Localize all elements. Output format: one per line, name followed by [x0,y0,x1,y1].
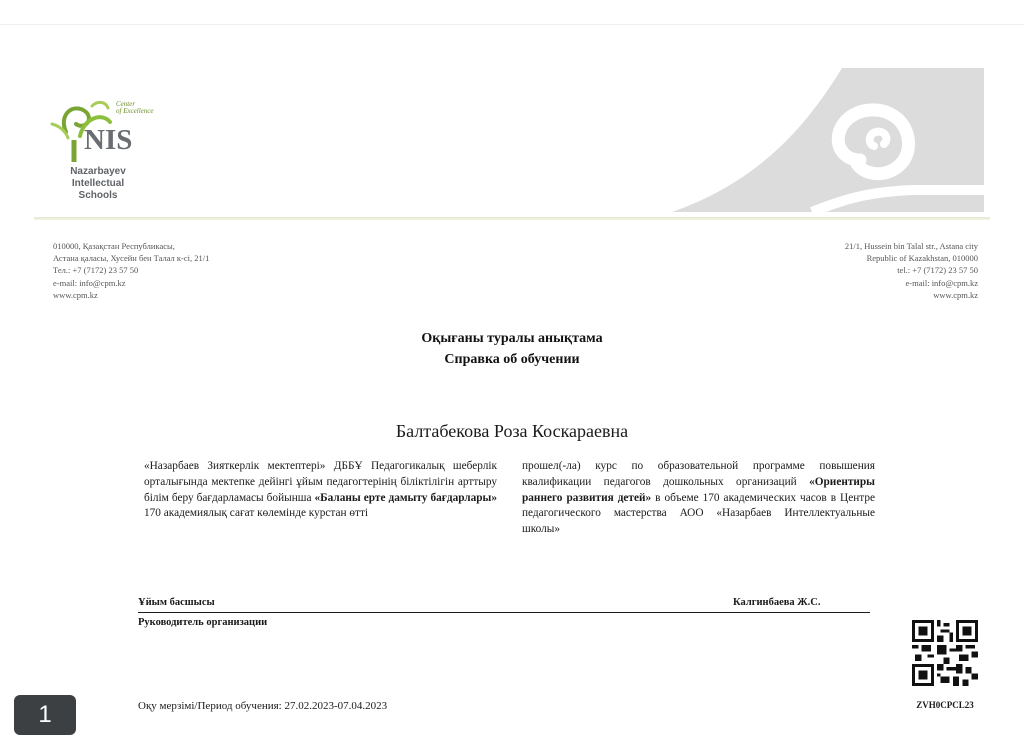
signature-line [138,612,870,613]
document-code: ZVH0CPCL23 [916,700,974,710]
logo-tagline: Center of Excellence [116,100,154,115]
course-text-kz: «Назарбаев Зияткерлік мектептері» ДББҰ Педагогикалық шеберлік орталығында мектепке дейінгі ұйым педагогтерінің біліктілігін арттыру білім беру бағдарламасы бойынша «Баланы ерте дамыту бағдарлары» 170 академиялық сағат көлемінде курстан өтті [144,460,497,520]
course-text-ru: прошел(-ла) курс по образовательной программе повышения квалификации педагогов дошкольных организаций «Ориентиры раннего развития детей» в объеме 170 академических часов в Центре педагогического мастерства АОО «Назарбаев Интеллектуальные школы» [522,460,876,536]
address-kz: 010000, Қазақстан Республикасы, Астана қаласы, Хусейн бен Талал к-сі, 21/1 Тел.: +7 (7172) 23 57 50 e-mail: info@cpm.kz www.cpm.kz [53,241,210,300]
address-en: 21/1, Hussein bin Talal str., Astana city Republic of Kazakhstan, 010000 tel.: +7 (7172) 23 57 50 e-mail: info@cpm.kz www.cpm.kz [844,241,978,300]
logo-brand: NIS [84,124,133,156]
document-title-kz: Оқығаны туралы анықтама [421,331,603,346]
qr-code-icon [912,620,978,686]
study-period-dates: 27.02.2023-07.04.2023 [284,700,388,712]
signer-name: Калгинбаева Ж.С. [733,597,821,608]
logo-wordmark: Nazarbayev Intellectual Schools [70,166,126,201]
top-divider [0,24,1024,25]
signer-role-kz: Ұйым басшысы [138,597,215,608]
document-title-ru: Справка об обучении [444,352,580,367]
header-divider [34,217,990,220]
program-name-ru: «Ориентиры раннего развития детей» [522,475,876,504]
ornament-watermark-icon [612,64,984,212]
study-period: Оқу мерзімі/Период обучения: 27.02.2023-07.04.2023 [138,700,388,712]
program-name-kz: «Баланы ерте дамыту бағдарлары» [314,491,497,504]
page-number-badge[interactable]: 1 [14,695,76,735]
signer-role-ru: Руководитель организации [138,617,268,628]
recipient-name: Балтабекова Роза Коскараевна [395,421,629,441]
